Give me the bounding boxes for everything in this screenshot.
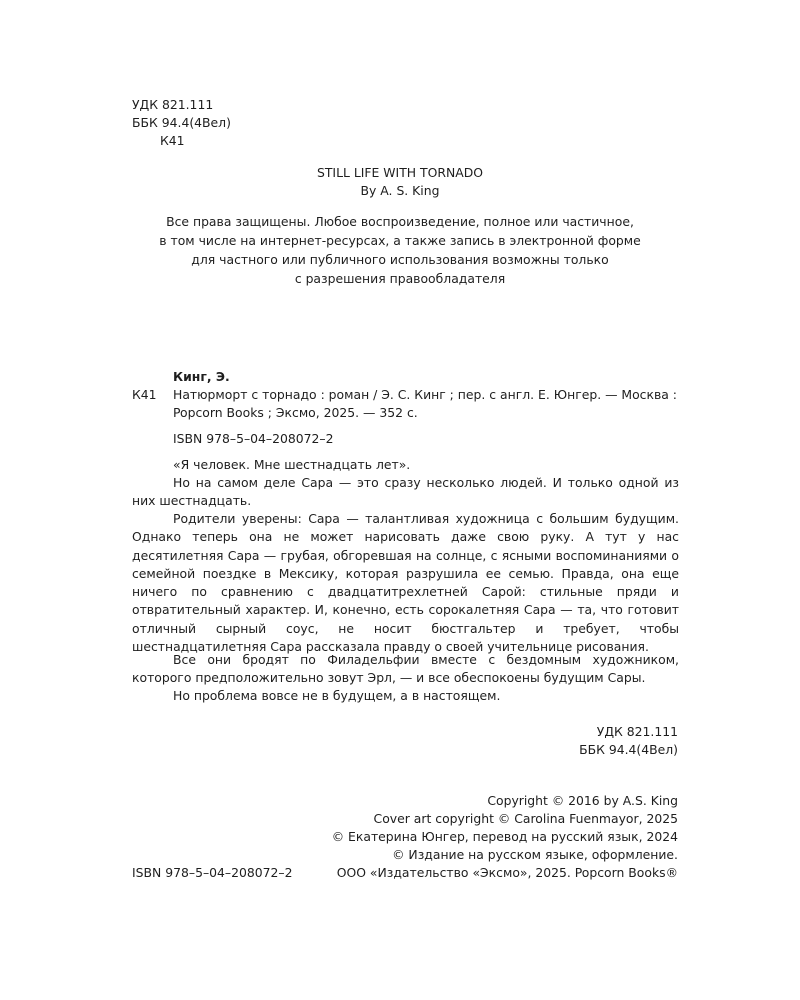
footer-isbn: ISBN 978–5–04–208072–2 (132, 865, 293, 880)
bbk-code: ББК 94.4(4Вел) (132, 115, 231, 130)
annotation-paragraph: Все они бродят по Филадельфии вместе с бездомным художником, которого предположительно зовут Эрл, — и все обеспокоены будущим Сары. (132, 652, 679, 686)
rights-line: Все права защищены. Любое воспроизведение, полное или частичное, (166, 214, 634, 229)
author-heading: Кинг, Э. (173, 369, 230, 384)
copyright-line: ООО «Издательство «Эксмо», 2025. Popcorn Books® (336, 865, 678, 880)
udk-code-right: УДК 821.111 (596, 724, 678, 739)
copyright-line: © Издание на русском языке, оформление. (392, 847, 678, 862)
bbk-code-right: ББК 94.4(4Вел) (579, 742, 678, 757)
copyright-line: Copyright © 2016 by A.S. King (487, 793, 678, 808)
author-mark: К41 (160, 133, 185, 148)
annotation-paragraph: Родители уверены: Сара — талантливая художница с большим будущим. Однако теперь она не может нарисовать даже свою руку. А тут у нас десятилетняя Сара — грубая, обгоревшая на солнце, с ясными воспоминаниями о семейной поездке в Мексику, которая разрушила ее семью. Правда, она еще ничего по сравнению с двадцатитрехлетней Сарой: стильные пряди и отвратительный характер. И, конечно, есть сорокалетняя Сара — та, что готовит отличный сырный соус, не носит бюстгальтер и требует, чтобы шестнадцатилетняя Сара рассказала правду о своей учительнице рисования. (132, 511, 679, 655)
bib-description-line1: Натюрморт с торнадо : роман / Э. С. Кинг ; пер. с англ. Е. Юнгер. — Москва : (173, 387, 677, 402)
annotation-paragraph: Но проблема вовсе не в будущем, а в настоящем. (173, 688, 501, 703)
original-title: STILL LIFE WITH TORNADO (317, 165, 483, 180)
annotation-paragraph: «Я человек. Мне шестнадцать лет». (173, 457, 411, 472)
bib-isbn: ISBN 978–5–04–208072–2 (173, 431, 334, 446)
annotation-paragraph: Но на самом деле Сара — это сразу несколько людей. И только одной из них шестнадцать. (132, 475, 679, 509)
rights-line: с разрешения правообладателя (294, 271, 506, 286)
udk-code: УДК 821.111 (132, 97, 214, 112)
original-author: By A. S. King (360, 183, 440, 198)
bib-description-line2: Popcorn Books ; Эксмо, 2025. — 352 с. (173, 405, 418, 420)
rights-line: в том числе на интернет-ресурсах, а также запись в электронной форме (159, 233, 641, 248)
copyright-line: © Екатерина Юнгер, перевод на русский язык, 2024 (331, 829, 678, 844)
rights-notice (0, 212, 800, 288)
bib-mark: К41 (132, 387, 157, 402)
copyright-line: Cover art copyright © Carolina Fuenmayor, 2025 (373, 811, 678, 826)
rights-line: для частного или публичного использования возможны только (191, 252, 609, 267)
